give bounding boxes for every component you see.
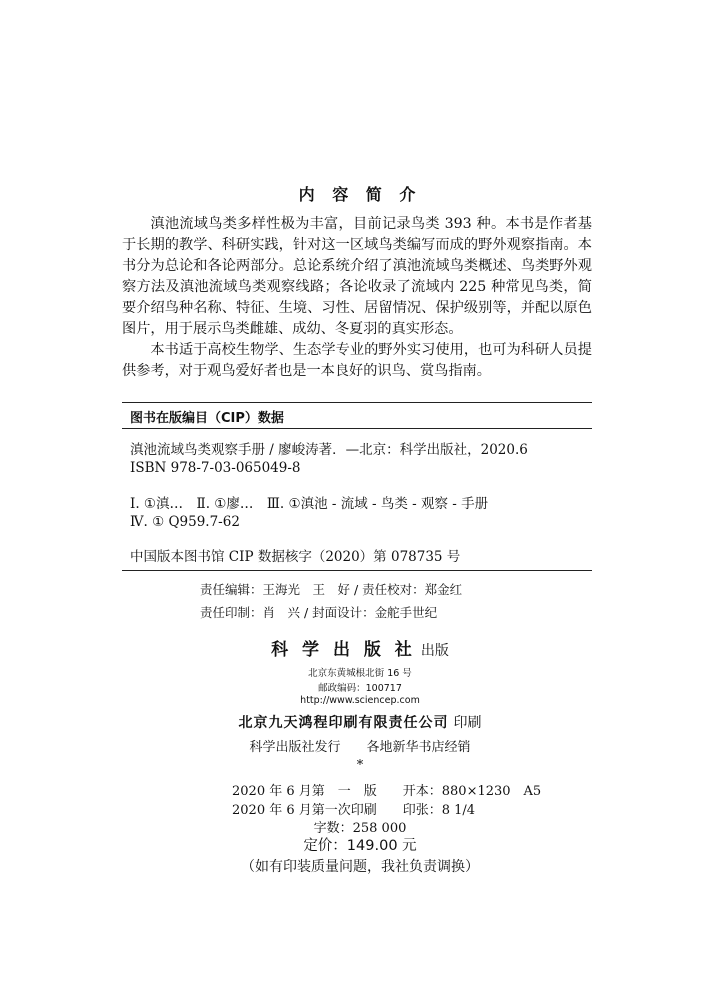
summary-paragraph-1: 滇池流域鸟类多样性极为丰富，目前记录鸟类 393 种。本书是作者基于长期的教学、科研实践，针对这一区域鸟类编写而成的野外观察指南。本书分为总论和各论两部分。总论系统介绍了滇池流域鸟类概述、鸟类野外观察方法及滇池流域鸟类观察线路；各论收录了流域内 225 种常见鸟类，简要介绍鸟种名称、特征、生境、习性、居留情况、保护级别等，并配以原色图片，用于展示鸟类雌雄、成幼、冬夏羽的真实形态。: [122, 216, 592, 337]
publisher-line: [0, 635, 720, 660]
cip-heading-rule: [122, 428, 592, 429]
cip-heading: 图书在版编目（CIP）数据: [130, 411, 284, 426]
publisher-name: 科 学 出 版 社: [271, 640, 416, 660]
cip-bottom-rule: [122, 570, 592, 571]
word-count: 字数：258 000: [313, 821, 407, 836]
quality-notice: （如有印装质量问题，我社负责调换）: [241, 859, 479, 875]
printer-suffix: 印刷: [453, 715, 482, 731]
publisher-address: 北京东黄城根北街 16 号: [308, 668, 412, 679]
price: 定价：149.00 元: [303, 838, 417, 854]
summary-title: 内 容 简 介: [298, 185, 422, 204]
publisher-url: http://www.sciencep.com: [300, 695, 420, 706]
cip-top-rule: [122, 402, 592, 403]
cip-line-classification: Ⅰ. ①滇… Ⅱ. ①廖… Ⅲ. ①滇池 - 流域 - 鸟类 - 观察 - 手册: [130, 496, 489, 512]
printer-name: 北京九天鸿程印刷有限责任公司: [238, 715, 449, 731]
distribution-line: 科学出版社发行 各地新华书店经销: [249, 740, 471, 755]
printer-line: [0, 712, 720, 732]
publisher-suffix: 出版: [420, 643, 449, 659]
publisher-postcode: 邮政编码：100717: [318, 683, 402, 694]
printing-line: 2020 年 6 月第一次印刷 印张：8 1/4: [232, 803, 476, 818]
cip-line-isbn: ISBN 978-7-03-065049-8: [130, 460, 301, 476]
cip-line-title: 滇池流域鸟类观察手册 / 廖峻涛著．—北京：科学出版社，2020.6: [130, 442, 528, 458]
separator-star: *: [356, 758, 364, 773]
edition-line: 2020 年 6 月第 一 版 开本：880×1230 A5: [232, 784, 542, 799]
summary-paragraph-2: 本书适于高校生物学、生态学专业的野外实习使用，也可为科研人员提供参考，对于观鸟爱好者也是一本良好的识鸟、赏鸟指南。: [122, 342, 592, 379]
summary-body: [122, 214, 592, 382]
credits-editors: 责任编辑：王海光 王 好 / 责任校对：郑金红: [200, 582, 463, 597]
cip-line-class-number: Ⅳ. ① Q959.7-62: [130, 514, 240, 530]
credits-production: 责任印制：肖 兴 / 封面设计：金舵手世纪: [200, 605, 438, 620]
cip-line-record-number: 中国版本图书馆 CIP 数据核字（2020）第 078735 号: [130, 549, 461, 565]
